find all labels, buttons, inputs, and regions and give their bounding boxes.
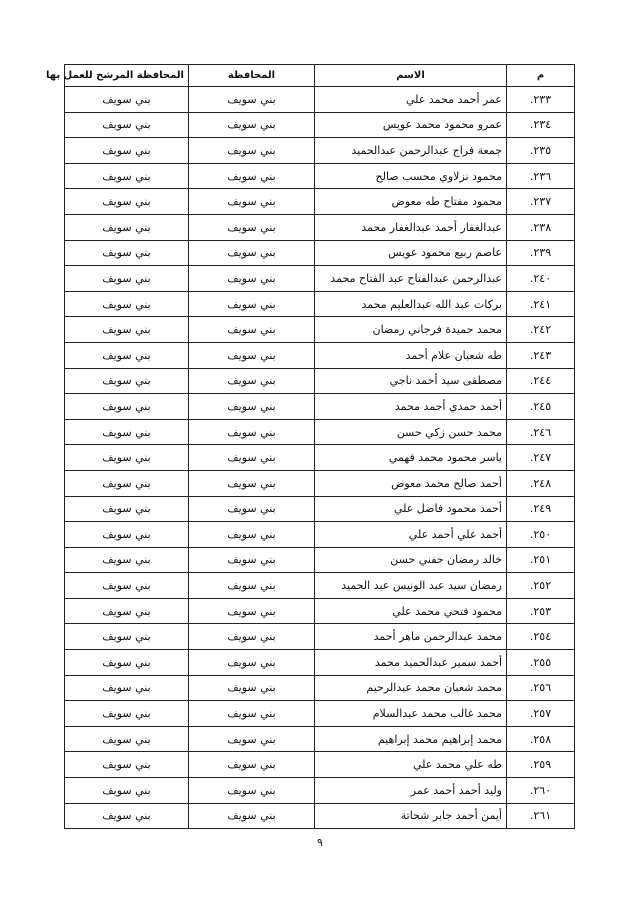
row-name: محمود نزلاوي محسب صالح	[315, 163, 507, 189]
table-row	[65, 163, 575, 189]
row-number: ٢٣٧.	[507, 189, 575, 215]
row-governorate: بني سويف	[189, 470, 315, 496]
row-governorate: بني سويف	[189, 87, 315, 113]
row-name: ياسر محمود محمد فهمي	[315, 445, 507, 471]
row-assigned-governorate: بني سويف	[65, 419, 189, 445]
row-name: محمد عبدالرحمن ماهر أحمد	[315, 624, 507, 650]
row-name: عمرو محمود محمد عويس	[315, 112, 507, 138]
row-assigned-governorate: بني سويف	[65, 342, 189, 368]
table-row	[65, 573, 575, 599]
row-governorate: بني سويف	[189, 419, 315, 445]
row-name: طه علي محمد علي	[315, 752, 507, 778]
row-assigned-governorate: بني سويف	[65, 291, 189, 317]
table-row	[65, 675, 575, 701]
table-row	[65, 624, 575, 650]
row-governorate: بني سويف	[189, 112, 315, 138]
row-assigned-governorate: بني سويف	[65, 547, 189, 573]
row-number: ٢٤٦.	[507, 419, 575, 445]
row-assigned-governorate: بني سويف	[65, 598, 189, 624]
row-name: طه شعبان علام أحمد	[315, 342, 507, 368]
row-governorate: بني سويف	[189, 291, 315, 317]
row-name: أحمد حمدي أحمد محمد	[315, 394, 507, 420]
row-governorate: بني سويف	[189, 445, 315, 471]
row-number: ٢٤١.	[507, 291, 575, 317]
row-assigned-governorate: بني سويف	[65, 726, 189, 752]
table-row	[65, 445, 575, 471]
row-name: عمر أحمد محمد علي	[315, 87, 507, 113]
row-governorate: بني سويف	[189, 547, 315, 573]
row-governorate: بني سويف	[189, 752, 315, 778]
row-assigned-governorate: بني سويف	[65, 778, 189, 804]
row-governorate: بني سويف	[189, 598, 315, 624]
header-governorate: المحافظة	[189, 65, 315, 87]
table-row	[65, 214, 575, 240]
row-assigned-governorate: بني سويف	[65, 675, 189, 701]
row-assigned-governorate: بني سويف	[65, 189, 189, 215]
row-assigned-governorate: بني سويف	[65, 624, 189, 650]
row-name: عبدالغفار أحمد عبدالغفار محمد	[315, 214, 507, 240]
table-row	[65, 240, 575, 266]
row-number: ٢٤٧.	[507, 445, 575, 471]
row-number: ٢٥٦.	[507, 675, 575, 701]
row-governorate: بني سويف	[189, 189, 315, 215]
table-row	[65, 87, 575, 113]
row-number: ٢٦١.	[507, 803, 575, 829]
row-name: محمود فتحي محمد علي	[315, 598, 507, 624]
row-name: خالد رمضان حفني حسن	[315, 547, 507, 573]
table-row	[65, 368, 575, 394]
row-number: ٢٣٩.	[507, 240, 575, 266]
row-number: ٢٣٣.	[507, 87, 575, 113]
row-assigned-governorate: بني سويف	[65, 266, 189, 292]
row-governorate: بني سويف	[189, 778, 315, 804]
row-governorate: بني سويف	[189, 573, 315, 599]
row-number: ٢٦٠.	[507, 778, 575, 804]
header-name: الاسم	[315, 65, 507, 87]
row-name: أيمن أحمد جابر شحاتة	[315, 803, 507, 829]
row-governorate: بني سويف	[189, 701, 315, 727]
row-governorate: بني سويف	[189, 394, 315, 420]
row-number: ٢٣٤.	[507, 112, 575, 138]
row-assigned-governorate: بني سويف	[65, 394, 189, 420]
table-row	[65, 342, 575, 368]
row-name: مصطفى سيد أحمد ناجي	[315, 368, 507, 394]
row-assigned-governorate: بني سويف	[65, 573, 189, 599]
row-governorate: بني سويف	[189, 726, 315, 752]
row-governorate: بني سويف	[189, 522, 315, 548]
row-assigned-governorate: بني سويف	[65, 368, 189, 394]
table-row	[65, 778, 575, 804]
table-row	[65, 189, 575, 215]
row-assigned-governorate: بني سويف	[65, 496, 189, 522]
row-governorate: بني سويف	[189, 240, 315, 266]
row-name: رمضان سيد عبد الونيس عبد الحميد	[315, 573, 507, 599]
row-assigned-governorate: بني سويف	[65, 112, 189, 138]
row-governorate: بني سويف	[189, 624, 315, 650]
header-assigned-governorate: المحافظة المرشح للعمل بها	[65, 65, 189, 87]
row-number: ٢٣٨.	[507, 214, 575, 240]
row-assigned-governorate: بني سويف	[65, 445, 189, 471]
row-number: ٢٤٢.	[507, 317, 575, 343]
row-assigned-governorate: بني سويف	[65, 701, 189, 727]
table-row	[65, 522, 575, 548]
row-number: ٢٥٢.	[507, 573, 575, 599]
table-row	[65, 138, 575, 164]
row-number: ٢٥١.	[507, 547, 575, 573]
row-name: محمد حسن زكي حسن	[315, 419, 507, 445]
row-name: محمد غالب محمد عبدالسلام	[315, 701, 507, 727]
table-row	[65, 394, 575, 420]
row-assigned-governorate: بني سويف	[65, 650, 189, 676]
row-name: أحمد علي أحمد علي	[315, 522, 507, 548]
row-assigned-governorate: بني سويف	[65, 317, 189, 343]
row-governorate: بني سويف	[189, 317, 315, 343]
row-number: ٢٤٣.	[507, 342, 575, 368]
row-name: عاصم ربيع محمود عويس	[315, 240, 507, 266]
table-row	[65, 650, 575, 676]
candidates-table	[45, 64, 575, 829]
row-number: ٢٤٠.	[507, 266, 575, 292]
row-assigned-governorate: بني سويف	[65, 752, 189, 778]
table-row	[65, 470, 575, 496]
row-name: بركات عبد الله عبدالعليم محمد	[315, 291, 507, 317]
row-assigned-governorate: بني سويف	[65, 214, 189, 240]
row-name: عبدالرحمن عبدالفتاح عبد الفتاح محمد	[315, 266, 507, 292]
row-governorate: بني سويف	[189, 266, 315, 292]
row-number: ٢٥٩.	[507, 752, 575, 778]
row-number: ٢٥٥.	[507, 650, 575, 676]
header-num: م	[507, 65, 575, 87]
row-governorate: بني سويف	[189, 368, 315, 394]
row-number: ٢٥٤.	[507, 624, 575, 650]
row-name: محمد حميدة فرجاني رمضان	[315, 317, 507, 343]
table-row	[65, 317, 575, 343]
table-row	[65, 547, 575, 573]
row-assigned-governorate: بني سويف	[65, 470, 189, 496]
row-name: أحمد محمود فاضل علي	[315, 496, 507, 522]
table-row	[65, 803, 575, 829]
table-row	[65, 112, 575, 138]
row-assigned-governorate: بني سويف	[65, 163, 189, 189]
table-row	[65, 419, 575, 445]
row-name: أحمد صالح محمد معوض	[315, 470, 507, 496]
row-name: أحمد سمير عبدالحميد محمد	[315, 650, 507, 676]
table-header-row	[65, 65, 575, 87]
row-governorate: بني سويف	[189, 342, 315, 368]
row-governorate: بني سويف	[189, 803, 315, 829]
table-body	[65, 87, 575, 829]
row-governorate: بني سويف	[189, 214, 315, 240]
row-name: محمد شعبان محمد عبدالرحيم	[315, 675, 507, 701]
row-governorate: بني سويف	[189, 163, 315, 189]
row-name: محمد إبراهيم محمد إبراهيم	[315, 726, 507, 752]
table-row	[65, 291, 575, 317]
row-number: ٢٣٦.	[507, 163, 575, 189]
row-assigned-governorate: بني سويف	[65, 138, 189, 164]
row-number: ٢٥٨.	[507, 726, 575, 752]
row-number: ٢٤٩.	[507, 496, 575, 522]
row-number: ٢٤٨.	[507, 470, 575, 496]
row-number: ٢٥٣.	[507, 598, 575, 624]
row-assigned-governorate: بني سويف	[65, 240, 189, 266]
table-row	[65, 726, 575, 752]
row-number: ٢٣٥.	[507, 138, 575, 164]
row-number: ٢٥٠.	[507, 522, 575, 548]
table-row	[65, 701, 575, 727]
row-assigned-governorate: بني سويف	[65, 803, 189, 829]
row-name: وليد أحمد أحمد عمر	[315, 778, 507, 804]
page-number: ٩	[317, 836, 323, 849]
row-governorate: بني سويف	[189, 138, 315, 164]
table-row	[65, 266, 575, 292]
table-row	[65, 496, 575, 522]
row-name: محمود مفتاح طه معوض	[315, 189, 507, 215]
row-governorate: بني سويف	[189, 496, 315, 522]
row-governorate: بني سويف	[189, 675, 315, 701]
row-governorate: بني سويف	[189, 650, 315, 676]
table-row	[65, 752, 575, 778]
row-name: جمعة فراج عبدالرحمن عبدالحميد	[315, 138, 507, 164]
row-assigned-governorate: بني سويف	[65, 87, 189, 113]
row-number: ٢٤٥.	[507, 394, 575, 420]
row-number: ٢٤٤.	[507, 368, 575, 394]
row-assigned-governorate: بني سويف	[65, 522, 189, 548]
row-number: ٢٥٧.	[507, 701, 575, 727]
table-row	[65, 598, 575, 624]
